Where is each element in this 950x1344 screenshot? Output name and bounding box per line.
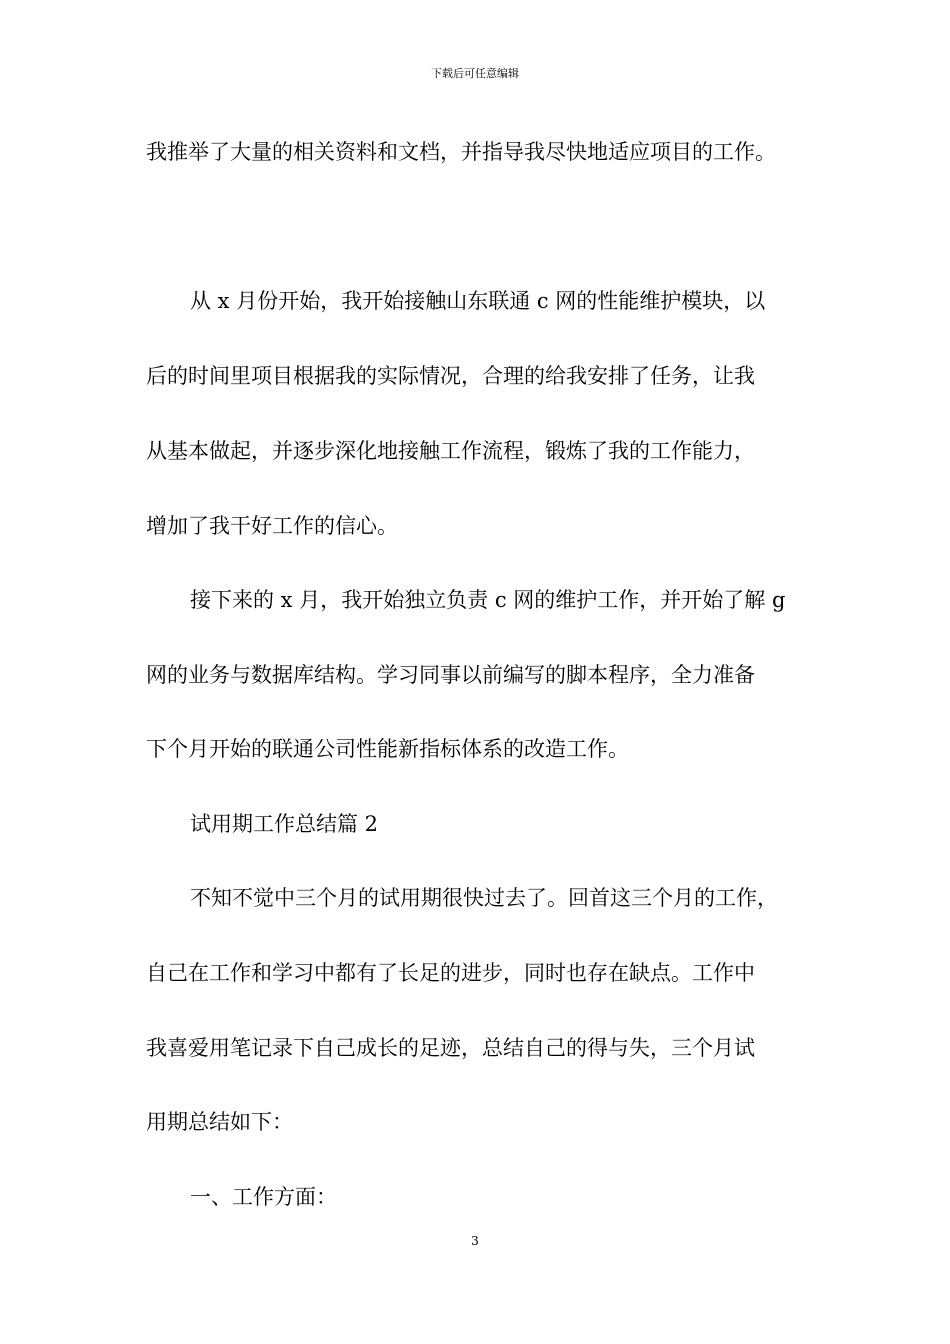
- body-line: 从 x 月份开始，我开始接触山东联通 c 网的性能维护模块，以: [190, 289, 766, 313]
- body-line: 不知不觉中三个月的试用期很快过去了。回首这三个月的工作，: [190, 886, 778, 910]
- page-header: 下载后可任意编辑: [431, 67, 519, 80]
- body-line: 从基本做起，并逐步深化地接触工作流程，锻炼了我的工作能力，: [146, 439, 755, 463]
- page-number: 3: [471, 1234, 479, 1248]
- body-line: 下个月开始的联通公司性能新指标体系的改造工作。: [146, 737, 629, 761]
- body-line: 增加了我干好工作的信心。: [146, 514, 398, 538]
- subsection-title: 一、工作方面：: [190, 1185, 337, 1209]
- body-line: 网的业务与数据库结构。学习同事以前编写的脚本程序，全力准备: [146, 663, 755, 687]
- body-line: 自己在工作和学习中都有了长足的进步，同时也存在缺点。工作中: [146, 961, 755, 985]
- section-title: 试用期工作总结篇 2: [190, 812, 379, 836]
- body-line: 我喜爱用笔记录下自己成长的足迹，总结自己的得与失，三个月试: [146, 1036, 755, 1060]
- body-line: 后的时间里项目根据我的实际情况，合理的给我安排了任务，让我: [146, 364, 755, 388]
- body-line: 我推举了大量的相关资料和文档，并指导我尽快地适应项目的工作。: [146, 140, 776, 164]
- body-line: 接下来的 x 月，我开始独立负责 c 网的维护工作，并开始了解 g: [190, 588, 786, 612]
- body-line: 用期总结如下：: [146, 1110, 293, 1134]
